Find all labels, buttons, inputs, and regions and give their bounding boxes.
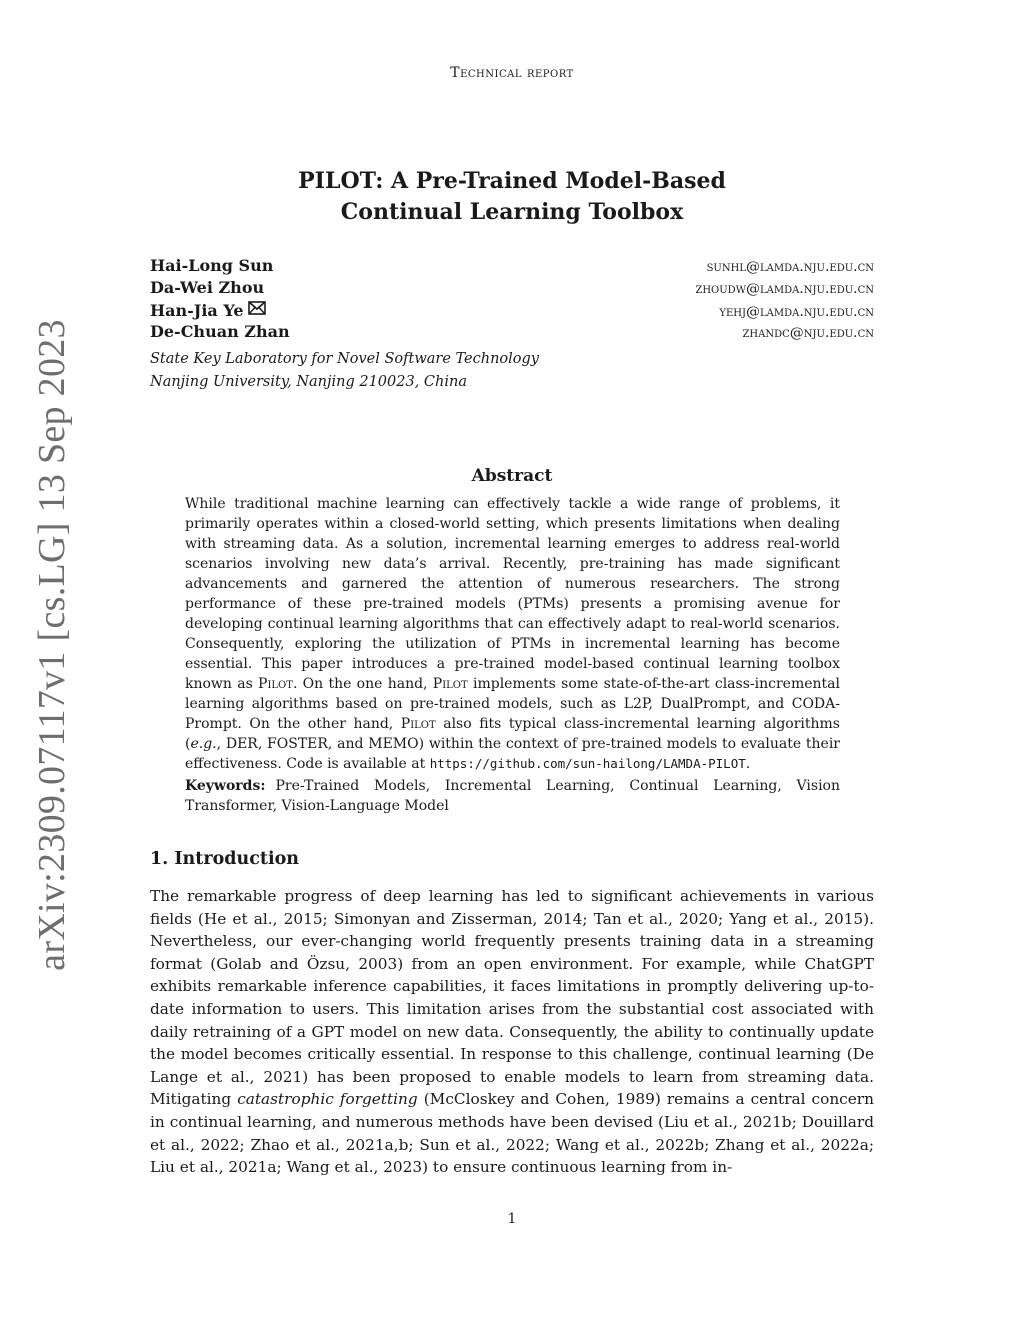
author-row <box>150 300 874 322</box>
author-name: Han-Jia Ye <box>150 301 244 320</box>
author-email[interactable]: zhandc@nju.edu.cn <box>742 325 874 341</box>
author-name: Hai-Long Sun <box>150 256 274 275</box>
section-body <box>150 885 874 1179</box>
author-email[interactable]: sunhl@lamda.nju.edu.cn <box>706 259 874 275</box>
author-email[interactable]: yehj@lamda.nju.edu.cn <box>719 304 874 320</box>
body-text: The remarkable progress of deep learning has led to significant achievements in various fields (He et al., 2015; Simonyan and Zisserman, 2014; Tan et al., 2020; Yang et al., 2015). Nevertheless, our ever-changing world frequently presents training data in a streaming format (Golab and Özsu, 2003) from an open environment. For example, while ChatGPT exhibits remarkable inference capabilities, it faces limitations in promptly delivering up-to-date information to users. This limitation arises from the substantial cost associated with daily retraining of a GPT model on new data. Consequently, the ability to continually update the model becomes critically essential. In response to this challenge, continual learning (De Lange et al., 2021) has been proposed to enable models to learn from streaming data. Mitigating <box>150 887 874 1109</box>
author-name: Da-Wei Zhou <box>150 278 265 297</box>
keywords-text: Pre-Trained Models, Incremental Learning, Continual Learning, Vision Transformer, Vision-Language Model <box>185 778 840 814</box>
author-row <box>150 256 874 278</box>
paper-title <box>0 166 1024 228</box>
abstract-emphasis: e.g. <box>190 736 217 752</box>
title-line-2: Continual Learning Toolbox <box>340 199 684 225</box>
toolbox-name: Pilot <box>400 716 436 732</box>
abstract-text: While traditional machine learning can effectively tackle a wide range of problems, it primarily operates within a closed-world setting, which presents limitations when dealing with streaming data. As a solution, incremental learning emerges to address real-world scenarios involving new data’s arrival. Recently, pre-training has made significant advancements and garnered the attention of numerous researchers. The strong performance of these pre-trained models (PTMs) presents a promising avenue for developing continual learning algorithms that can effectively adapt to real-world scenarios. Consequently, exploring the utilization of PTMs in incremental learning has become essential. This paper introduces a pre-trained model-based continual learning toolbox known as <box>185 496 840 692</box>
abstract-text: . On the one hand, <box>292 676 433 692</box>
abstract-heading: Abstract <box>471 466 553 486</box>
abstract-text: implements some state-of-the-art class-incremental learning algorithms based on pre-trained models, such as L2P, DualPrompt, and CODA-Prompt. On the other hand, <box>185 676 840 732</box>
author-row <box>150 278 874 300</box>
body-text: (McCloskey and Cohen, 1989) remains a central concern in continual learning, and numerous methods have been devised (Liu et al., 2021b; Douillard et al., 2022; Zhao et al., 2021a,b; Sun et al., 2022; Wang et al., 2022b; Zhang et al., 2022a; Liu et al., 2021a; Wang et al., 2023) to ensure continuous learning from in- <box>150 1090 874 1177</box>
running-header: Technical report <box>450 65 574 81</box>
author-name: De-Chuan Zhan <box>150 322 290 341</box>
affiliation <box>150 348 650 394</box>
body-emphasis: catastrophic forgetting <box>237 1090 418 1109</box>
section-heading: 1. Introduction <box>150 849 299 869</box>
author-list <box>150 256 874 344</box>
abstract-body <box>185 494 840 774</box>
affiliation-line-2: Nanjing University, Nanjing 210023, China <box>150 374 467 390</box>
toolbox-name: Pilot <box>258 676 293 692</box>
affiliation-line-1: State Key Laboratory for Novel Software Technology <box>150 351 540 367</box>
keywords <box>185 776 840 816</box>
envelope-icon <box>248 300 266 314</box>
title-line-1: PILOT: A Pre-Trained Model-Based <box>298 168 726 194</box>
author-row <box>150 322 874 344</box>
keywords-label: Keywords: <box>185 778 266 794</box>
abstract-text: . <box>745 756 751 772</box>
code-url-link[interactable]: https://github.com/sun-hailong/LAMDA-PILOT <box>429 756 746 771</box>
page-number: 1 <box>507 1211 517 1227</box>
author-email[interactable]: zhoudw@lamda.nju.edu.cn <box>695 281 874 297</box>
abstract-text: , DER, FOSTER, and MEMO) within the context of pre-trained models to evaluate their effectiveness. Code is available at <box>185 736 840 772</box>
toolbox-name: Pilot <box>432 676 468 692</box>
abstract-text: also fits typical class-incremental learning algorithms ( <box>185 716 840 752</box>
arxiv-stamp: arXiv:2309.07117v1 [cs.LG] 13 Sep 2023 <box>31 319 73 971</box>
author-name-group <box>150 300 266 320</box>
